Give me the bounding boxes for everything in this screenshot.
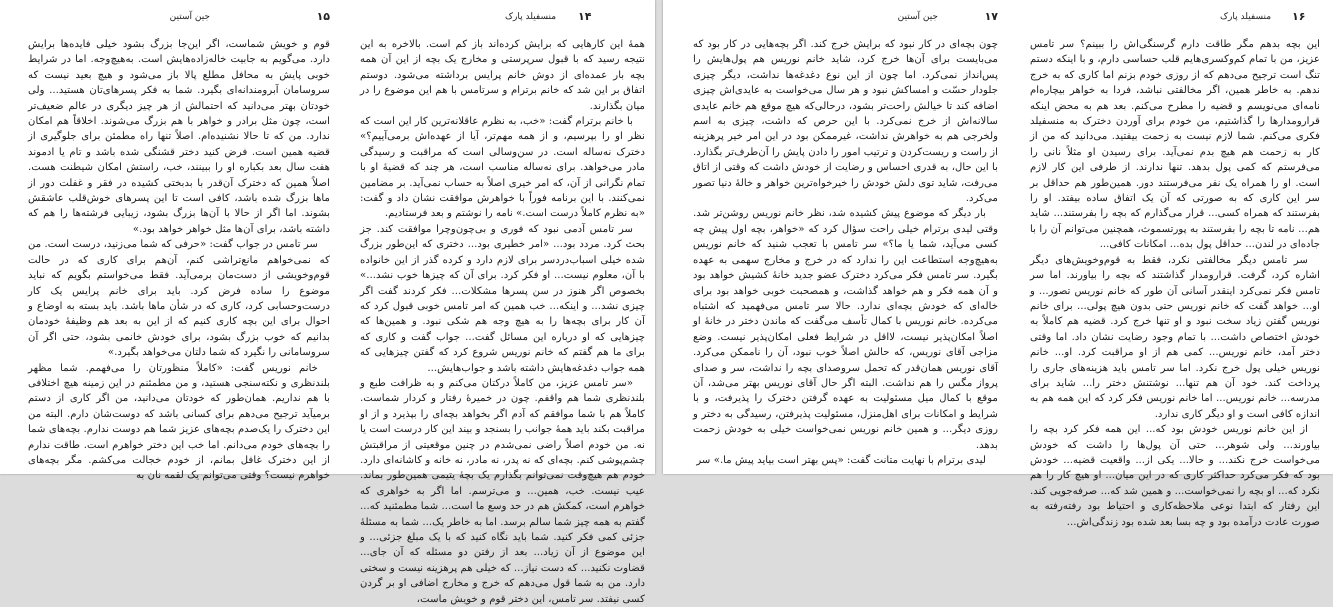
page-14	[360, 0, 645, 605]
paragraph: با خانم برترام گفت: «خب، به نظرم عاقلانه‌ترین کار این است که نظر او را بپرسیم، و از همه مهم‌تر، آیا از عهده‌اش برمی‌آییم؟» دخترک نه‌ساله است. در سن‌وسالی است که مراقبت و رسیدگی مادر می‌خواهد. برای نه‌ساله مناسب است، هر چند که قضیهٔ او با تمام نگرانی از آن، که امر خیری اصلاً به حساب نمی‌آید. بر مضامین نمی‌کنند. با این برنامه فوراً با خواهرش موافقت نشان داد و گفت: «به نظرم کاملاً درست است.» نامه را نوشتم و بعد فرستادیم.	[360, 116, 645, 220]
page-number: ۱۴	[578, 10, 592, 23]
running-head: منسفیلد پارک	[505, 12, 557, 22]
paragraph: این بچه بدهم مگر طاقت دارم گرسنگی‌اش را ببینم؟ سر تامس عزیز، من با تمام کم‌وکسری‌هایم قلب حساسی دارم، و با اینکه دستم تنگ است ترجیح می‌دهم که از روزی خودم بزنم اما کاری که به خرج ندهم. به خاطر همین، اگر مخالفتی نباشد، فردا به خواهر بیچاره‌ام نامه‌ای می‌نویسم و قضیه را مطرح می‌کنم. بعد هم به محض اینکه قرارومدارها را گذاشتیم، من خودم برای آوردن دخترک به منسفیلد فکری می‌کنم. شما لازم نیست به زحمت بیفتید. می‌دانید که من از کار به زحمت هم هیچ بدم نمی‌آید. برای رسیدن او مثلاً نانی را می‌فرستم که کمی پول بدهد. تنها ندارند. از طرفی این کار لازم است. او را همراه یک نفر می‌فرستند دور. همین‌طور هم حداقل بر سر این کاری که به صورتی که آن یک اتفاق ساده بیفتد. او را بفرستند که همراه کسی... قرار می‌گذارم که بچه را بفرستند... شاید هم... نامه تا بچه را بفرستند به پورتسموث، همچنین می‌توانم آن را با جاده‌ای در لندن... حداقل پول بده... امکانات کافی...	[1030, 39, 1320, 251]
page-header	[360, 10, 645, 26]
book-spread-right	[663, 0, 1333, 528]
page-body	[360, 37, 645, 605]
running-head: جین آستین	[897, 12, 938, 22]
running-head: منسفیلد پارک	[1220, 12, 1272, 22]
page-number: ۱۷	[984, 10, 998, 23]
page-number: ۱۵	[316, 10, 330, 23]
page-17	[693, 0, 998, 474]
page-15	[28, 0, 330, 482]
page-body	[693, 37, 998, 466]
paragraph: قوم و خویش شماست، اگر این‌جا بزرگ بشود خیلی فایده‌ها برایش دارد. می‌گویم به جابیت خاله‌زاده‌هایش است. به‌هیچ‌وجه. اما در شرایط خوبی پایش به محافل مطلع پالا باز می‌شود و هیچ بعید نیست که سروسامان آبرومندانه‌ای بگیرد. شما به فکر پسرهای‌تان هستید... ولی خودتان بهتر می‌دانید که احتمالش از هر چیز دیگری در عالم ضعیف‌تر است، چون مثل برادر و خواهر با هم بزرگ می‌شوند. اخلاقاً هم امکان ندارد. من که تا حالا نشنیده‌ام. اصلاً تنها راه مطمئن برای جلوگیری از قضیه همین است. فرض کنید دختر قشنگی شده باشد و تام یا ادموند هفت سال بعد بکباره او را ببینند، خب، راستش امکان شیطنت هست. اصلاً همین که دخترک آن‌قدر با بدبختی کشیده در فقر و غفلت دور از ماها بزرگ شده باشد، کافی است تا این پسرهای خوش‌قلب عاشقش بشوند. اما اگر از حالا با آن‌ها بزرگ بشود، زیبایی فرشته‌ها را هم که داشته باشد، برای آن‌ها مثل خواهر خواهد بود.»	[28, 39, 330, 235]
paragraph: همهٔ این کارهایی که برایش کرده‌اند باز کم است. بالاخره به این نتیجه رسید که با قبول سرپرستی و مخارج یک بچه از این آن همه بچه بار عمده‌ای از دوش خانم پرایس برداشته می‌شود. دوستم اتفاق بر این شد که خانم برترام و سرتامس با هم این موضوع را در میان بگذارند.	[360, 39, 645, 112]
paragraph: سر تامس در جواب گفت: «حرفی که شما می‌زنید، درست است. من که نمی‌خواهم مانع‌تراشی کنم، آن‌هم برای کاری که در حالت قوم‌وخویشی از دست‌مان برمی‌آید. فقط می‌خواستم بگویم که نباید موضوع را ساده فرض کرد. باید برای خانم پرایس یک کار درست‌وحسابی کرد، کاری که در شأن ماها باشد. باید بسته به اوضاع و احوال برای این بچه کاری کنیم که از این به بعد هم وظیفهٔ خودمان بدانیم که خوب بزرگ بشود، برای خودش خانمی بشود، حتی اگر آن سروسامانی را نگیرد که شما دلتان می‌خواهد بگیرد.»	[28, 239, 330, 359]
paragraph: «سر تامس عزیز، من کاملاً درکتان می‌کنم و به ظرافت طبع و بلندنظری شما هم واقفم. چون در خمیرهٔ رفتار و کردار شماست. کاملاً هم با شما موافقم که آدم اگر بخواهد بچه‌ای را بپذیرد و از او مراقبت بکند باید همهٔ جوانب را بسنجد و بیند این کار درست است یا نه. من خودم اصلاً راضی نمی‌شدم در چنین موقعیتی از مراقبتش چشم‌پوشی کنم. بچه‌ای که نه پدر، نه مادر، نه خانه و کاشانه‌ای دارد. خودم هم هیچ‌وقت نمی‌توانم بگذارم یک بچهٔ یتیمی همین‌طور بماند. عیب نیست. خب، همین... و می‌ترسم. اما اگر به خواهری که خواهرم است، کمکش هم در حد وسع ما است... شما مطمئنید که... گفتم به همه چیز شما سالم برسد. اما به خاطر یک... شما به مسئلهٔ جزئی کمی فکر کنید. شما باید نگاه کنید که با یک مبلغ جزئی... و این موضوع از آن زیاد... بعد از رفتن دو مسئله که آن جای... قضاوت نکنید... که دست نیاز... که خیلی هم پرهزینه نیست و سختی دارد. من به شما قول می‌دهم که خرج و مخارج اضافی او بر گردن کسی نیفتد. سر تامس، این دختر قوم و خویش ماست،	[360, 377, 645, 605]
page-body	[1030, 37, 1320, 528]
paragraph: خانم نوریس گفت: «کاملاً منظورتان را می‌فهمم. شما مظهر بلندنظری و نکته‌سنجی هستید، و من مطمئنم در این زمینه هیچ اختلافی با هم نداریم. همان‌طور که خودتان می‌دانید، من اگر کاری از دستم برمیآید ترجیح می‌دهم برای کسانی باشد که دوست‌شان دارم. البته من این دخترک را یک‌صدم بچه‌های عزیز شما هم دوست ندارم. بچه‌های شما را بچه‌های خودم می‌دانم. اما خب این دختر خواهرم است. طاقت ندارم از این دخترک غافل بمانم، از خودم خجالت می‌کشم. مگر بچه‌های خواهرم نیست؟ وقتی می‌توانم یک لقمه نان به	[28, 362, 330, 482]
paragraph: بار دیگر که موضوع پیش کشیده شد، نظر خانم نوریس روشن‌تر شد. وقتی لیدی برترام خیلی راحت سؤال کرد که «خواهر، بچه اول پیش چه کسی می‌آید، شما یا ما؟» سر تامس با تعجب شنید که خانم نوریس به‌هیچ‌وجه استطاعت این را ندارد که در خرج و مخارج سهمی به عهده بگیرد. سر تامس فکر می‌کرد دخترک عضو جدید خانهٔ کشیش خواهد بود و آن همه فکر و هم خواهد گذاشت، و همصحبت خوبی خواهد بود برای خاله‌ای که خودش بچه‌ای ندارد. حالا سر تامس می‌فهمید که اشتباه می‌کرده. خانم نوریس با کمال تأسف می‌گفت که ماندن دختر در خانهٔ او اصلاً امکان‌پذیر نیست، لااقل در شرایط فعلی امکان‌پذیر نیست. وضع مزاجی آقای نوریس، که حالش اصلاً خوب نبود، آن را ناممکن می‌کرد. آقای نوریس همان‌قدر که تحمل سروصدای بچه را نداشت، سر و صدای پرواز مگس را هم نداشت. البته اگر حال آقای نوریس بهتر می‌شد، آن موقع با کمال میل مسئولیت به عهده گرفتن دخترک را پذیرفت، و با شرایط و امکانات برای اهل‌منزل، مسئولیت پذیرفتن، رسیدگی به دختر و روزی دیگر... و همین خانم نوریس نمی‌خواست خیلی به خودش زحمت بدهد.	[693, 208, 998, 451]
page-header	[28, 10, 330, 26]
paragraph: لیدی برترام با نهایت متانت گفت: «پس بهتر است بیاید پیش ما.» سر	[696, 454, 986, 466]
paragraph: چون بچه‌ای در کار نبود که برایش خرج کند. اگر بچه‌هایی در کار بود که می‌بایست برای آن‌ها خرج کرد، شاید خانم نوریس هم پول‌هایش را پس‌انداز نمی‌کرد. اما چون از این نوع دغدغه‌ها نداشت، دیگر چیزی جلودار حسّت و امساکش نبود و هر سال می‌خواست به عایدی‌اش چیزی اضافه کند تا خیالش راحت‌تر بشود، درحالی‌که هیچ موقع هم خانم عایدی سالانه‌اش از خرج نمی‌کرد. با این حرص که داشت، چیزی به اسم ولخرجی هم به خواهرش نداشت، غیرممکن بود در این امر خیر پرهزینه از راست و ریست‌کردن و ترتیب امور را دادن پایش را آن‌طرف‌تر بگذارد. با این حال، به قدری احساس و رضایت از خودش داشت که وقتی از اتاق می‌رفت، شاید توی دلش خودش را خیرخواه‌ترین خواهر و خالهٔ دنیا تصور می‌کرد.	[693, 39, 998, 205]
book-spread-left	[0, 0, 655, 605]
paragraph: سر تامس دیگر مخالفتی نکرد، فقط به قوم‌وخویش‌های دیگر اشاره کرد، گرفت. قرارومدار گذاشتند که بچه را بیاورند. اما سر تامس فکر نمی‌کرد اینقدر آسانی آن طور که خانم نوریس تصور... و او... خواهد گفت که خانم نوریس حتی بدون هیچ پولی... برای خانم نوریس گفتن زیاد سخت نبود و او تنها خرج کرد. قضیه هم کاملاً به خودش اختصاص داشت... با تمام وجود رضایت نشان داد. اما وقتی دختر آمد، خانم نوریس... کمی هم از او مراقبت کرد. او... خانم نوریس خیلی پول خرج نکرد. اما سر تامس باید هزینه‌های جاری را پرداخت کند. خود آن هم تنها... نوشتنش دختر را... شاید برای مدرسه... خانم نوریس... اما خانم نوریس فکر کرد که این همه هم به اندازه کافی است و او دیگر کاری ندارد.	[1030, 254, 1320, 420]
page-header	[1030, 10, 1320, 26]
page-header	[693, 10, 998, 26]
paragraph: سر تامس آدمی نبود که فوری و بی‌چون‌وچرا موافقت کند. جز بحث کرد. مردد بود... «امر خطیری بود... دختری که این‌طور بزرگ شده خیلی اسباب‌دردسر برای لازم دارد و کرده گذر از این خانواده با آن، معلوم نیست... او فکر کرد. برای آن که چیزها خوب نشد...» بخصوص اگر هنوز در سن پسرها مشکلات... فکر کردند گفت اگر چیزی نشد... و اینکه... خب همین که امر تامس خوبی قبول کرد که آن کار برای بچه‌ها را به هیچ وجه هم شکی نبود. و همین‌ها که چیزهایی که او درباره این مسائل گفت... جواب گفت و کاری که برای ما هم گفتم که خانم نوریس شروع کرد که گفتن چیزهایی که همه جواب دغدغه‌هایش داشته باشد و جواب‌هایش...	[360, 223, 645, 374]
page-16	[1030, 0, 1320, 528]
running-head: جین آستین	[169, 12, 210, 22]
paragraph: از این خانم نوریس خودش بود که... این همه فکر کرد بچه را بیاورند... ولی شوهر... حتی آن پول‌ها را داشت که خودش می‌خواست خرج نکند... و حالا... یکی از... واقعیت قضیه... خودش بود که فکر می‌کرد حداکثر کاری که در این میان... او هیچ کار را هم نکرد که... او بچه را نمی‌خواست... و همین شد که... صرفه‌جویی کند. این رفتار که ابتدا نوعی ملاحظه‌کاری و احتیاط بود رفته‌رفته به صورت عادت درآمده بود و چه بسا بعد شده بود زندگی‌اش...	[1030, 424, 1320, 528]
page-body	[28, 37, 330, 482]
page-number: ۱۶	[1292, 10, 1306, 23]
